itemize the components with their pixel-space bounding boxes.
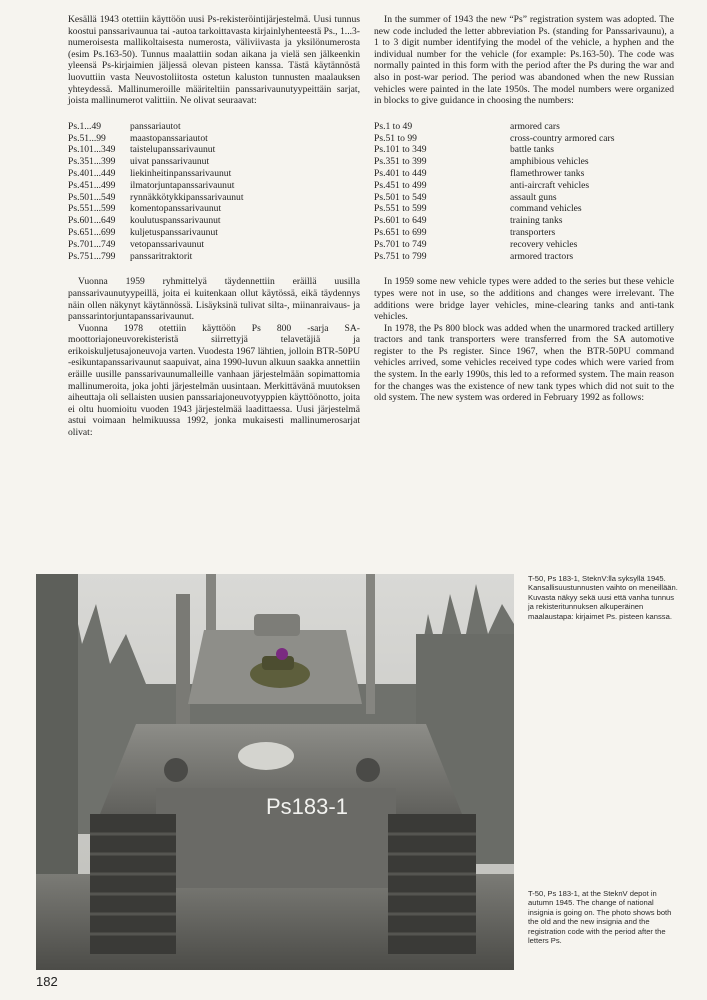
list-code: Ps.701 to 749 [374, 238, 427, 250]
list-label: amphibious vehicles [510, 156, 589, 168]
list-item [68, 251, 360, 263]
tank-photo [36, 574, 514, 970]
caption-finnish: T-50, Ps 183-1, SteknV:lla syksyllä 1945. Kansallisuustunnusten vaihto on meneillään. Kuvasta näkyy sekä uusi että vanha tunnus ja rekisteritunnuksen alkuperäinen maalaustapa: kirjaimet Ps. pisteen kanssa. [528, 574, 678, 621]
list-code: Ps.101 to 349 [374, 144, 427, 156]
english-intro: In the summer of 1943 the new “Ps” registration system was adopted. The new code included the letter abbreviation Ps. (standing for Panssarivaunu), a 1 to 3 digit number identifying the model of the vehicle, a hyphen and the individual number for the vehicle (for example: Ps.163-50). The code was normally painted in this form with the period after the Ps during the war and also in post-war period. The period was abandoned when the new Russian vehicles were painted in the late 1950s. The model numbers were organized in blocks to give guidance in choosing the numbers: [374, 14, 674, 107]
finnish-intro: Kesällä 1943 otettiin käyttöön uusi Ps-rekisteröintijärjestelmä. Uusi tunnus koostui panssarivaunua tai -autoa tarkoittavasta kirjainlyhenteestä Ps., 1...3-numeroisesta mallikoltaisesta numerosta, väliviivasta ja yksilönumerosta (esim Ps.163-50). Tunnus maalattiin sodan aikana ja vielä sen jälkeenkin yleensä Ps-kirjaimien jäljessä olevan pisteen kanssa. Tästä käytännöstä luovuttiin vasta Neuvostoliitosta ostetun kaluston tunnusten maalauksen yhteydessä. Mallinumeroille määriteltiin panssarivaunutyypeittäin sarjat, joista mallinumerot valittiin. Ne olivat seuraavat: [68, 14, 360, 107]
english-column [374, 14, 674, 404]
list-item [374, 203, 674, 215]
list-label: training tanks [510, 215, 563, 227]
list-label: kuljetuspanssarivaunut [130, 226, 218, 238]
list-item [374, 133, 674, 145]
list-item [374, 215, 674, 227]
list-label: uivat panssarivaunut [130, 156, 210, 168]
list-label: anti-aircraft vehicles [510, 179, 590, 191]
finnish-column [68, 14, 360, 439]
page-number: 182 [36, 974, 58, 989]
list-item [374, 168, 674, 180]
list-label: cross-country armored cars [510, 132, 615, 144]
list-code: Ps.701...749 [68, 238, 116, 250]
list-item [374, 144, 674, 156]
list-code: Ps.451 to 499 [374, 179, 427, 191]
list-code: Ps.501 to 549 [374, 191, 427, 203]
list-label: transporters [510, 226, 556, 238]
list-code: Ps.101...349 [68, 144, 116, 156]
list-item [374, 251, 674, 263]
list-label: ilmatorjuntapanssarivaunut [130, 179, 235, 191]
list-code: Ps.451...499 [68, 179, 116, 191]
list-code: Ps.1...49 [68, 120, 102, 132]
list-item [68, 192, 360, 204]
list-label: armored tractors [510, 250, 574, 262]
finnish-code-list [68, 121, 360, 263]
list-label: assault guns [510, 191, 557, 203]
list-item [374, 121, 674, 133]
list-label: panssaritraktorit [130, 250, 193, 262]
english-paragraph-1959: In 1959 some new vehicle types were added to the series but these vehicle types were not in use, so the additions and changes were irrelevant. The additions were bridge layer vehicles, mine-clearing tanks and anti-tank vehicles. [374, 276, 674, 323]
list-code: Ps.751 to 799 [374, 250, 427, 262]
list-label: maastopanssariautot [130, 132, 208, 144]
list-item [374, 156, 674, 168]
list-item [374, 192, 674, 204]
list-item [68, 215, 360, 227]
list-item [374, 239, 674, 251]
list-label: vetopanssarivaunut [130, 238, 205, 250]
list-code: Ps.751...799 [68, 250, 116, 262]
list-code: Ps.51 to 99 [374, 132, 417, 144]
english-paragraph-1978: In 1978, the Ps 800 block was added when the unarmored tracked artillery tractors and tank transporters were transferred from the SA automotive register to the Ps register. Since 1967, when the BTR-50PU command vehicles arrived, some vehicles received type codes which were varied from the system. In the early 1990s, this led to a reformed system. The main reason for the changes was the existence of new tank types which did not suit to the old system. The new system was ordered in February 1992 as follows: [374, 322, 674, 404]
list-code: Ps.351...399 [68, 156, 116, 168]
list-item [68, 239, 360, 251]
list-code: Ps.51...99 [68, 132, 106, 144]
finnish-paragraph-1959: Vuonna 1959 ryhmittelyä täydennettiin eräillä uusilla panssarivaunutyypeillä, joita ei kuitenkaan ollut käytössä, eikä täydennys näin ollen näkynyt käytännössä. Lisäyksinä tulivat silta-, miinanraivaus- ja panssarintorjuntapanssarivaunut. [68, 276, 360, 323]
list-item [68, 156, 360, 168]
tank-registration-label: Ps183-1 [266, 794, 348, 819]
english-code-list [374, 121, 674, 263]
list-item [68, 180, 360, 192]
list-label: panssariautot [130, 120, 181, 132]
list-label: battle tanks [510, 144, 554, 156]
tank-photo-drawing [36, 574, 514, 970]
list-item [68, 227, 360, 239]
caption-english: T-50, Ps 183-1, at the SteknV depot in autumn 1945. The change of national insignia is going on. The photo shows both the old and the new insignia and the registration code with the period after the letters Ps. [528, 889, 672, 946]
list-code: Ps.351 to 399 [374, 156, 427, 168]
list-item [68, 133, 360, 145]
list-item [68, 121, 360, 133]
finnish-paragraph-1978: Vuonna 1978 otettiin käyttöön Ps 800 -sarja SA-moottoriajoneuvorekisteristä siirrettyjä telavetäjiä ja erikoiskuljetusajoneuvoja varten. Vuodesta 1967 lähtien, jolloin BTR-50PU -esikuntapanssarivaunut saapuivat, aina 1990-luvun alkuun saakka annettiin eräille uusille panssarivaunumalleille vanhaan järjestelmään sopimattomia mallinumeroita, joka johti järjestelmän uusintaan. Merkittävänä muutoksen aiheuttaja oli sellaisten uusien panssariajoneuvotyyppien käyttöönotto, joita ei oltu huomioitu vuoden 1943 järjestelmää laadittaessa. Uusi järjestelmä astui voimaan helmikuussa 1992, jonka mukaisesti mallinumerosarjat olivat: [68, 322, 360, 439]
list-label: command vehicles [510, 203, 582, 215]
list-code: Ps.1 to 49 [374, 120, 413, 132]
list-label: komentopanssarivaunut [130, 203, 222, 215]
list-label: flamethrower tanks [510, 167, 585, 179]
list-label: koulutuspanssarivaunut [130, 215, 221, 227]
list-item [68, 144, 360, 156]
list-code: Ps.651 to 699 [374, 226, 427, 238]
list-code: Ps.601...649 [68, 215, 116, 227]
list-code: Ps.401...449 [68, 167, 116, 179]
list-label: recovery vehicles [510, 238, 578, 250]
list-code: Ps.501...549 [68, 191, 116, 203]
list-item [68, 203, 360, 215]
list-label: rynnäkkötykkipanssarivaunut [130, 191, 244, 203]
list-code: Ps.551...599 [68, 203, 116, 215]
list-code: Ps.401 to 449 [374, 167, 427, 179]
list-label: liekinheitinpanssarivaunut [130, 167, 232, 179]
list-item [374, 227, 674, 239]
list-code: Ps.551 to 599 [374, 203, 427, 215]
list-label: armored cars [510, 120, 560, 132]
list-code: Ps.651...699 [68, 226, 116, 238]
list-item [68, 168, 360, 180]
list-code: Ps.601 to 649 [374, 215, 427, 227]
list-label: taistelupanssarivaunut [130, 144, 216, 156]
list-item [374, 180, 674, 192]
